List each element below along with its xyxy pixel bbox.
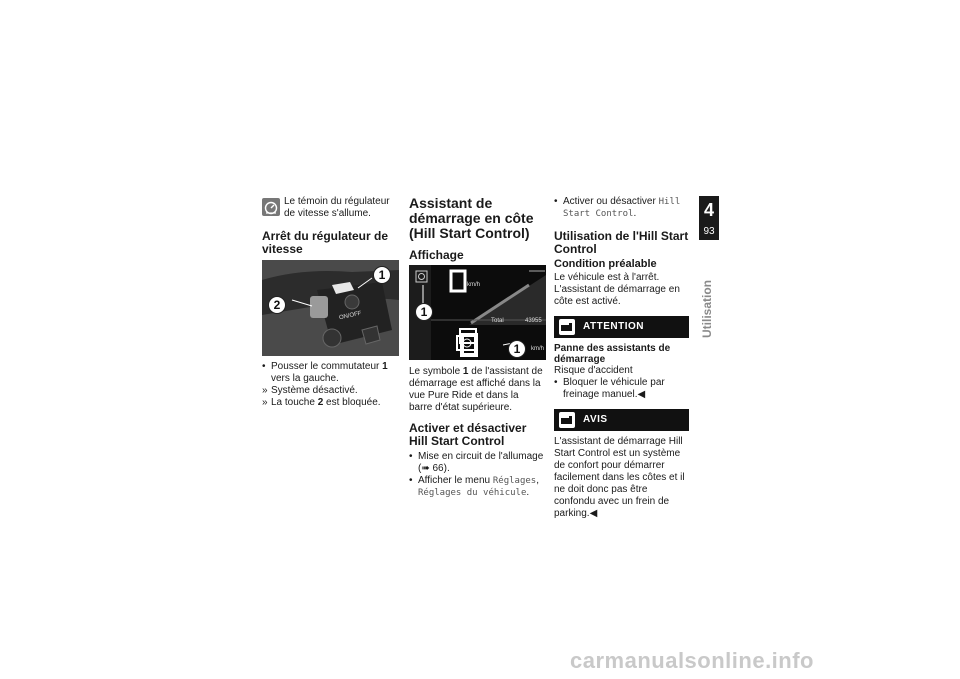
notice-label: AVIS (583, 414, 608, 425)
step-toggle-hsc: • Activer ou désactiver Hill Start Control. (554, 196, 689, 220)
warning-risk: Risque d'accident (554, 365, 633, 376)
cruise-control-icon (262, 198, 280, 216)
section-label: Utilisation (700, 279, 714, 338)
heading-precondition: Condition préalable (554, 258, 657, 270)
speed-unit-top: km/h (467, 282, 481, 288)
warning-title: Panne des assistants de démarrage (554, 343, 671, 365)
warning-step: • Bloquer le véhicule par freinage manuel.◀ (554, 377, 689, 401)
cruise-indicator-text: Le témoin du régulateur de vitesse s'allume. (284, 196, 390, 219)
precondition-text: Le véhicule est à l'arrêt. L'assistant de démarrage en côte est activé. (554, 272, 680, 307)
heading-display: Affichage (409, 248, 464, 262)
total-label: Total (491, 318, 504, 324)
warning-label: ATTENTION (583, 321, 644, 332)
heading-cruise-off: Arrêt du régulateur de vitesse (262, 229, 389, 256)
notice-hand-icon (559, 412, 575, 428)
symbol-description: Le symbole 1 de l'assistant de démarrage est affiché dans la vue Pure Ride et dans la barre d'état supérieure. (409, 366, 543, 413)
figure-handlebar-switch (262, 260, 399, 356)
page-number: 93 (703, 226, 715, 237)
warning-banner (554, 316, 689, 338)
speed-unit-bottom: km/h (531, 346, 545, 352)
warning-hand-icon (559, 319, 575, 335)
cruise-indicator-note (262, 196, 397, 220)
heading-use: Utilisation de l'Hill Start Control (554, 229, 689, 256)
callout-1-right: 1 (508, 340, 526, 358)
notice-text: L'assistant de démarrage Hill Start Control est un système de confort pour démarrer facilement dans les côtes et il ne doit donc pas être confondu avec un frein de parking.◀ (554, 436, 685, 519)
callout-1-left: 1 (415, 303, 433, 321)
result-system-off: » Système désactivé. (262, 385, 397, 397)
switch-onoff-text: ON/OFF (338, 310, 363, 322)
step-open-menu: • Afficher le menu Réglages, Réglages du véhicule. (409, 475, 544, 499)
result-button-locked: » La touche 2 est bloquée. (262, 397, 397, 409)
step-ignition: • Mise en circuit de l'allumage (➠ 66). (409, 451, 544, 475)
column-3 (554, 196, 689, 520)
column-1 (262, 196, 397, 409)
notice-banner (554, 409, 689, 431)
watermark: carmanualsonline.info (570, 648, 814, 673)
odometer-value: 43955 (525, 318, 542, 324)
column-2 (409, 196, 544, 499)
step-push-switch: • Pousser le commutateur 1 vers la gauche. (262, 361, 397, 385)
section-title: Assistant de démarrage en côte (Hill Start Control) (409, 195, 534, 241)
callout-2: 2 (268, 296, 286, 314)
figure-dashboard-display (409, 265, 546, 360)
heading-toggle: Activer et désactiver Hill Start Control (409, 421, 527, 448)
callout-1: 1 (373, 266, 391, 284)
chapter-number: 4 (703, 200, 714, 220)
